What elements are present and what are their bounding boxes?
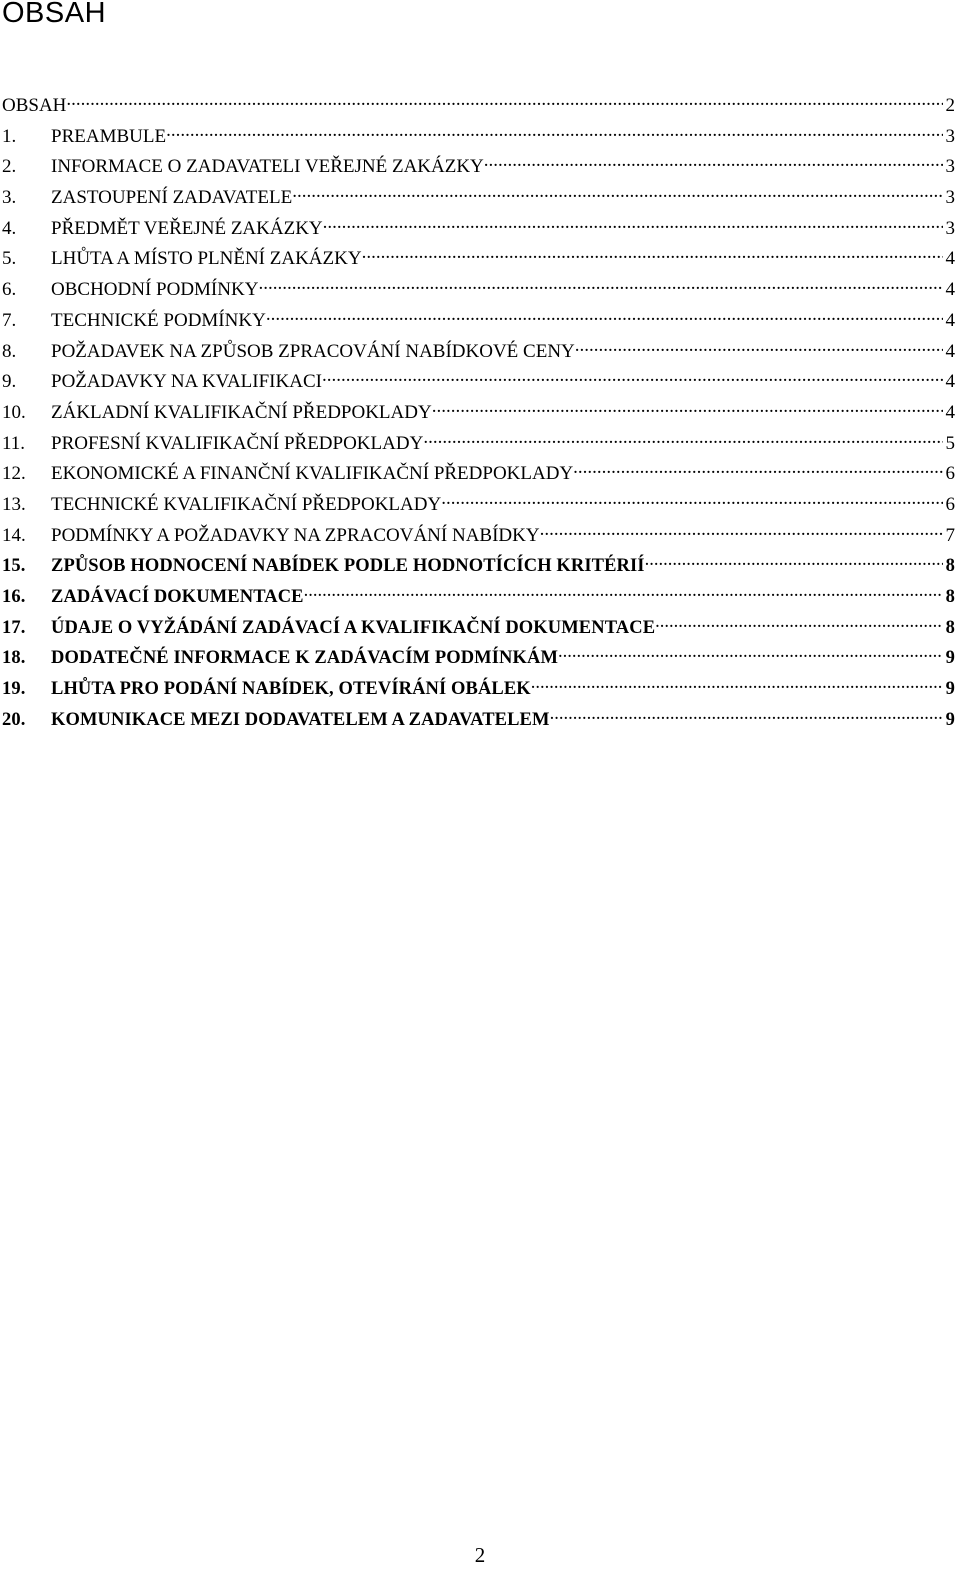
toc-entry[interactable]: [2, 273, 955, 304]
toc-entry-number: 18.: [2, 648, 26, 669]
toc-dot-leader: [292, 181, 942, 203]
toc-entry-page: 8: [945, 556, 955, 577]
toc-entry[interactable]: [2, 580, 955, 611]
toc-entry-number: 13.: [2, 493, 26, 515]
toc-entry-number: 4.: [2, 217, 17, 239]
toc-entry[interactable]: [2, 212, 955, 243]
toc-dot-leader: [550, 703, 943, 725]
toc-entry-page: 4: [945, 371, 955, 393]
toc-entry-title[interactable]: PREAMBULE: [51, 125, 167, 147]
toc-entry-title[interactable]: ZADÁVACÍ DOKUMENTACE: [51, 587, 304, 607]
toc-entry-number: 14.: [2, 524, 26, 546]
toc-entry-title[interactable]: OBSAH: [2, 95, 67, 116]
toc-dot-leader: [362, 242, 943, 264]
toc-dot-leader: [540, 519, 943, 541]
toc-entry-page: 5: [945, 432, 955, 454]
toc-dot-leader: [423, 427, 942, 449]
toc-entry[interactable]: [2, 304, 955, 335]
toc-dot-leader: [266, 304, 943, 326]
toc-dot-leader: [304, 580, 943, 602]
toc-entry-title[interactable]: PROFESNÍ KVALIFIKAČNÍ PŘEDPOKLADY: [51, 432, 424, 454]
toc-entry-title[interactable]: KOMUNIKACE MEZI DODAVATELEM A ZADAVATELEM: [51, 709, 550, 730]
toc-entry[interactable]: [2, 641, 955, 672]
toc-entry-number: 5.: [2, 248, 17, 270]
toc-entry-title[interactable]: TECHNICKÉ PODMÍNKY: [51, 309, 266, 331]
toc-entry-page: 8: [945, 617, 955, 638]
toc-entry-number: 19.: [2, 679, 26, 700]
toc-entry-title[interactable]: ÚDAJE O VYŽÁDÁNÍ ZADÁVACÍ A KVALIFIKAČNÍ DOKUMENTACE: [51, 617, 656, 638]
toc-entry[interactable]: [2, 672, 955, 703]
toc-entry-number: 17.: [2, 617, 26, 638]
toc-dot-leader: [573, 457, 942, 479]
toc-dot-leader: [645, 549, 943, 571]
toc-entry-number: 12.: [2, 463, 26, 485]
toc-dot-leader: [66, 89, 942, 111]
toc-dot-leader: [441, 488, 942, 510]
toc-entry[interactable]: [2, 549, 955, 580]
toc-entry-title[interactable]: POŽADAVKY NA KVALIFIKACI: [51, 371, 322, 393]
toc-dot-leader: [484, 150, 943, 172]
toc-entry-page: 9: [945, 679, 955, 700]
toc-entry-number: 20.: [2, 709, 26, 730]
toc-entry-title[interactable]: LHŮTA PRO PODÁNÍ NABÍDEK, OTEVÍRÁNÍ OBÁLEK: [51, 679, 531, 700]
page-title: OBSAH: [2, 0, 107, 29]
toc-entry-page: 4: [945, 248, 955, 270]
toc-dot-leader: [432, 396, 943, 418]
toc-entry-page: 7: [945, 524, 955, 546]
toc-entry[interactable]: [2, 703, 955, 734]
toc-entry-title[interactable]: ZPŮSOB HODNOCENÍ NABÍDEK PODLE HODNOTÍCÍCH KRITÉRIÍ: [51, 556, 645, 577]
toc-entry-number: 2.: [2, 156, 17, 178]
toc-entry-number: 7.: [2, 309, 17, 331]
toc-entry-title[interactable]: EKONOMICKÉ A FINANČNÍ KVALIFIKAČNÍ PŘEDPOKLADY: [51, 463, 574, 485]
toc-dot-leader: [655, 611, 943, 633]
toc-entry[interactable]: [2, 488, 955, 519]
toc-dot-leader: [531, 672, 943, 694]
toc-dot-leader: [558, 641, 943, 663]
toc-entry-number: 6.: [2, 279, 17, 301]
toc-entry-title[interactable]: PŘEDMĚT VEŘEJNÉ ZAKÁZKY: [51, 217, 323, 239]
toc-entry-page: 6: [945, 463, 955, 485]
toc-entry-title[interactable]: PODMÍNKY A POŽADAVKY NA ZPRACOVÁNÍ NABÍDKY: [51, 524, 540, 546]
toc-entry-title[interactable]: POŽADAVEK NA ZPŮSOB ZPRACOVÁNÍ NABÍDKOVÉ CENY: [51, 340, 575, 362]
toc-entry[interactable]: [2, 120, 955, 151]
toc-dot-leader: [166, 120, 942, 142]
page-number: 2: [474, 1543, 486, 1567]
toc-entry[interactable]: [2, 335, 955, 366]
toc-entry-title[interactable]: ZÁKLADNÍ KVALIFIKAČNÍ PŘEDPOKLADY: [51, 401, 432, 423]
toc-entry-page: 4: [945, 279, 955, 301]
toc-entry[interactable]: [2, 457, 955, 488]
toc-dot-leader: [322, 365, 943, 387]
toc-entry-number: 9.: [2, 371, 17, 393]
toc-entry-page: 4: [945, 401, 955, 423]
toc-entry[interactable]: [2, 396, 955, 427]
table-of-contents: [2, 89, 955, 733]
toc-entry-page: 6: [945, 493, 955, 515]
toc-entry[interactable]: [2, 242, 955, 273]
toc-entry-page: 3: [945, 125, 955, 147]
toc-entry-number: 15.: [2, 556, 26, 577]
toc-entry-page: 4: [945, 309, 955, 331]
toc-entry[interactable]: [2, 150, 955, 181]
toc-entry-page: 8: [945, 587, 955, 607]
toc-entry-title[interactable]: ZASTOUPENÍ ZADAVATELE: [51, 187, 293, 209]
toc-entry-number: 8.: [2, 340, 17, 362]
toc-entry-page: 3: [945, 156, 955, 178]
toc-dot-leader: [575, 335, 943, 357]
toc-entry-number: 10.: [2, 401, 26, 423]
toc-entry-number: 3.: [2, 187, 17, 209]
toc-entry[interactable]: [2, 181, 955, 212]
toc-entry-title[interactable]: LHŮTA A MÍSTO PLNĚNÍ ZAKÁZKY: [51, 248, 362, 270]
toc-entry-page: 2: [945, 95, 955, 116]
toc-entry-title[interactable]: DODATEČNÉ INFORMACE K ZADÁVACÍM PODMÍNKÁM: [51, 648, 559, 669]
toc-entry-page: 3: [945, 187, 955, 209]
toc-dot-leader: [258, 273, 942, 295]
toc-entry-number: 11.: [2, 432, 26, 454]
toc-entry-page: 9: [945, 648, 955, 669]
toc-entry[interactable]: [2, 365, 955, 396]
toc-entry-title[interactable]: TECHNICKÉ KVALIFIKAČNÍ PŘEDPOKLADY: [51, 493, 442, 515]
toc-entry[interactable]: [2, 519, 955, 550]
toc-entry-page: 3: [945, 217, 955, 239]
toc-entry[interactable]: [2, 89, 955, 120]
toc-entry[interactable]: [2, 611, 955, 642]
toc-entry-page: 4: [945, 340, 955, 362]
toc-entry-title[interactable]: INFORMACE O ZADAVATELI VEŘEJNÉ ZAKÁZKY: [51, 156, 484, 178]
toc-entry[interactable]: [2, 427, 955, 458]
toc-entry-number: 1.: [2, 125, 17, 147]
toc-entry-number: 16.: [2, 587, 26, 607]
toc-entry-title[interactable]: OBCHODNÍ PODMÍNKY: [51, 279, 259, 301]
toc-dot-leader: [323, 212, 943, 234]
toc-entry-page: 9: [945, 709, 955, 730]
